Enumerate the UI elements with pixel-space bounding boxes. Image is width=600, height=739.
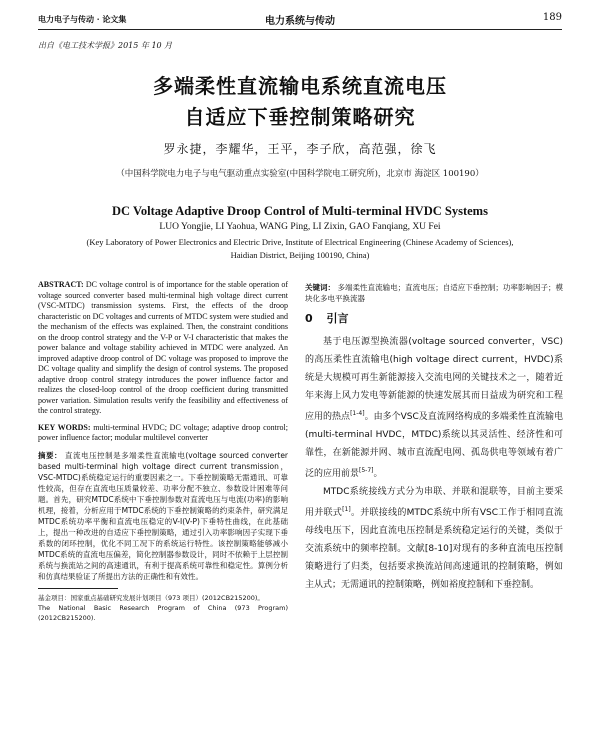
citation-ref: [1-4] xyxy=(350,409,365,417)
intro-p1-text: 基于电压源型换流器(voltage sourced converter，VSC)的高压柔性直流输电(high voltage direct current，HVDC)系统是大规模可再生新能源接入交流电网的关键技术之一，随着近年来海上风力发电等新能源的快速发展其而日益成为研究和工程应用的热点 xyxy=(305,336,563,422)
citation-ref: [1] xyxy=(342,505,351,513)
abstract-zh-text: 直流电压控制是多端柔性直流输电(voltage sourced converter based multi-terminal high voltage direct current transmission，VSC-MTDC)系统稳定运行的重要因素之一。下垂控制策略无需通讯、可靠性较高，但存在直流电压质量较差、功率分配不独立、参数设计困难等问题。首先，研究MTDC系统中下垂控制参数对直流电压与电流(功率)的影响机理，接着，分析应用于MTDC系统的下垂控制策略的约束条件，研究满足MTDC系统功率平衡和直流电压稳定的V-I(V-P)下垂特性曲线，在此基础上，提出一种改进的自适应下垂控制策略，通过引入功率影响因子实现下垂系数的闭环控制，优化不同工况下的系统运行特性。该控制策略能够减小MTDC系统的直流电压偏差，简化控制器参数设计，同时不依赖于上层控制系统与换流站之间的高速通讯，有利于提高系统可靠性和稳定性。算例分析和仿真结果验证了所提出方法的正确性和有效性。 xyxy=(38,450,289,581)
footnote-zh: 基金项目：国家重点基础研究发展计划项目（973 项目）(2012CB215200)。 xyxy=(38,593,264,602)
footnote-en: The National Basic Research Program of China (973 Program) (2012CB215200). xyxy=(38,603,288,622)
section-name: 电力系统与传动 xyxy=(265,16,335,27)
affiliation-en xyxy=(40,236,560,262)
keywords-en-text: multi-terminal HVDC; DC voltage; adaptive droop control; power influence factor; modular multilevel converter xyxy=(38,422,288,442)
citation-ref: [5-7] xyxy=(359,466,374,474)
right-column xyxy=(305,280,563,594)
keywords-zh xyxy=(305,282,563,304)
intro-p1-end: 。 xyxy=(373,468,383,479)
page-number: 189 xyxy=(542,12,562,23)
left-column xyxy=(38,280,288,623)
keywords-zh-text: 多端柔性直流输电；直流电压；自适应下垂控制；功率影响因子；模块化多电平换流器 xyxy=(305,283,564,303)
intro-p2-tail: 。并联接线的MTDC系统中所有VSC工作于相同直流母线电压下，因此直流电压控制是系统稳定运行的关键，类似于交流系统中的频率控制。文献[8-10]对现有的多种直流电压控制策略进行了归类，包括要求换流站间高速通讯的控制策略，例如主从式；无需通讯的控制策略，例如裕度控制和下垂控制。 xyxy=(305,507,563,590)
title-zh-line2: 自适应下垂控制策略研究 xyxy=(184,105,416,129)
abstract-zh-start xyxy=(38,450,288,582)
title-zh-line1: 多端柔性直流输电系统直流电压 xyxy=(153,74,447,98)
section-number: 0 xyxy=(305,312,313,325)
citation: 出自《电工技术学报》2015 年 10 月 xyxy=(38,41,173,50)
authors-zh: 罗永捷，李耀华，王平，李子欣，高范强，徐飞 xyxy=(163,142,437,156)
affiliation-zh: （中国科学院电力电子与电气驱动重点实验室(中国科学院电工研究所)，北京市 海淀区 100190） xyxy=(116,169,484,179)
intro-p1-tail: 。由多个VSC及直流网络构成的多端柔性直流输电(multi-terminal HVDC，MTDC)系统以其灵活性、经济性和可靠性，在新能源并网、城市直流配电网、孤岛供电等领域有着广泛的应用前景 xyxy=(305,411,563,479)
keywords-zh-label: 关键词： xyxy=(305,283,336,292)
abstract-zh-label: 摘要： xyxy=(38,450,63,460)
abstract-en-text: DC voltage control is of importance for the stable operation of voltage sourced converter based multi-terminal high voltage direct current (VSC-MTDC) transmission systems. First, the effects of the droop characteristic on DC voltages and currents of MTDC system were studied and the mechanism of the effects was explained. Then, the constraint conditions on the droop control strategy and the V-P or V-I characteristic that makes the power balance and voltage stability achieved in MTDC were analyzed. An improved adaptive droop control of DC voltage was proposed to improve the DC voltage quality and simplify the design of control systems. The proposed adaptive droop control strategy introduces the power influence factor and realizes the closed-loop control of the droop coefficient during transmitted power variation. Simulation results verify the feasibility and effectiveness of the control strategy. xyxy=(38,280,288,415)
title-en: DC Voltage Adaptive Droop Control of Multi-terminal HVDC Systems xyxy=(112,204,488,218)
running-header xyxy=(38,12,562,26)
abstract-en xyxy=(38,280,288,417)
section-heading-intro xyxy=(305,314,563,325)
affiliation-en-line2: Haidian District, Beijing 100190, China) xyxy=(230,250,370,260)
section-title: 引言 xyxy=(326,312,349,325)
journal-name: 电力电子与传动 · 论文集 xyxy=(38,14,127,24)
keywords-en xyxy=(38,423,288,444)
header-divider xyxy=(38,29,562,30)
affiliation-en-line1: (Key Laboratory of Power Electronics and Electric Drive, Institute of Electrical Engineering (Chinese Academy of Sciences), xyxy=(86,237,514,247)
keywords-en-label: KEY WORDS: xyxy=(38,422,91,432)
intro-p2-text: MTDC系统接线方式分为串联、并联和混联等，目前主要采用并联式 xyxy=(305,486,563,518)
authors-en: LUO Yongjie, LI Yaohua, WANG Ping, LI Zixin, GAO Fanqiang, XU Fei xyxy=(159,222,441,232)
abstract-en-label: ABSTRACT: xyxy=(38,280,84,289)
footnote-divider xyxy=(38,588,118,589)
intro-paragraph-1 xyxy=(305,333,563,483)
intro-paragraph-2 xyxy=(305,483,563,594)
